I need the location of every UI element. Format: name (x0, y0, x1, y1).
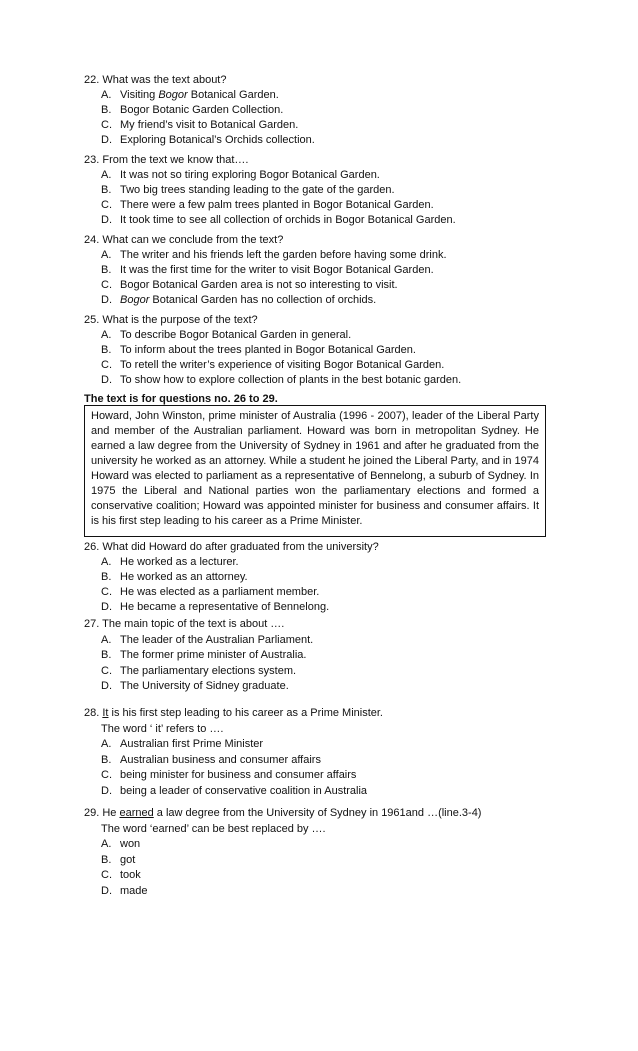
answer-option[interactable]: C. There were a few palm trees planted in Bogor Botanical Garden. (101, 199, 434, 211)
question-text: What was the text about? (102, 74, 227, 86)
question-26 (84, 540, 554, 615)
question-stem: 26. What did Howard do after graduated from the university? (84, 541, 379, 553)
answer-option[interactable]: D. It took time to see all collection of orchids in Bogor Botanical Garden. (101, 214, 456, 226)
answer-option[interactable]: C. The parliamentary elections system. (101, 664, 297, 677)
answer-option[interactable]: A. The leader of the Australian Parliament. (101, 633, 314, 646)
answer-option[interactable]: D. being a leader of conservative coalition in Australia (101, 784, 368, 797)
question-stem: 24. What can we conclude from the text? (84, 234, 284, 246)
question-stem: 28. It is his first step leading to his career as a Prime Minister. (84, 707, 383, 719)
answer-option[interactable]: D. To show how to explore collection of plants in the best botanic garden. (101, 374, 462, 386)
answer-option[interactable]: D. He became a representative of Bennelong. (101, 601, 330, 613)
answer-option[interactable]: D. Bogor Botanical Garden has no collection of orchids. (101, 294, 377, 306)
question-24 (84, 233, 554, 308)
question-25 (84, 313, 554, 388)
answer-option[interactable]: B. got (101, 853, 136, 866)
answer-option[interactable]: B. It was the first time for the writer to visit Bogor Botanical Garden. (101, 264, 434, 276)
question-28 (84, 706, 554, 799)
answer-option[interactable]: C. being minister for business and consumer affairs (101, 769, 357, 781)
question-29 (84, 806, 554, 899)
answer-options (84, 633, 554, 695)
answer-option[interactable]: B. The former prime minister of Australia. (101, 649, 307, 661)
answer-option[interactable]: D. made (101, 884, 148, 897)
underlined-word: earned (119, 807, 154, 819)
answer-option[interactable]: B. To inform about the trees planted in Bogor Botanical Garden. (101, 344, 416, 356)
answer-option[interactable]: A. He worked as a lecturer. (101, 556, 239, 568)
question-stem: 27. The main topic of the text is about …. (84, 618, 285, 630)
answer-option[interactable]: D. The University of Sidney graduate. (101, 680, 289, 692)
answer-option[interactable]: C. He was elected as a parliament member. (101, 586, 320, 598)
question-stem: 23. From the text we know that…. (84, 154, 249, 166)
answer-options (84, 555, 554, 615)
reading-passage: Howard, John Winston, prime minister of Australia (1996 - 2007), leader of the Liberal Party and member of the Australian parliament. Howard was born in metropolitan Sydney. He earned a law degree from the University of Sydney in 1961 and after he graduated from the university he worked as an attorney. While a student he joined the Liberal Party, and in 1974 Howard was elected to parliament as a representative of Bennelong, a suburb of Sydney. In 1975 the Liberal and National parties won the parliamentary elections and formed a conservative coalition; Howard was appointed minister for business and consumer affairs. It is his first step leading to his career as a Prime Minister. (84, 405, 546, 537)
question-22 (84, 73, 554, 148)
question-subtext: The word ‘earned’ can be best replaced by …. (101, 822, 326, 835)
answer-option[interactable]: A. Australian first Prime Minister (101, 738, 264, 750)
answer-options (84, 88, 554, 148)
answer-option[interactable]: C. To retell the writer’s experience of visiting Bogor Botanical Garden. (101, 359, 445, 371)
answer-options (84, 248, 554, 308)
answer-option[interactable]: A. Visiting Bogor Botanical Garden. (101, 89, 279, 101)
answer-option[interactable]: D. Exploring Botanical’s Orchids collection. (101, 134, 315, 146)
question-23 (84, 153, 554, 228)
answer-option[interactable]: B. Bogor Botanic Garden Collection. (101, 104, 284, 116)
question-stem (84, 73, 554, 88)
answer-option[interactable]: C. Bogor Botanical Garden area is not so interesting to visit. (101, 279, 398, 291)
question-number: 22. (84, 74, 100, 86)
answer-option[interactable]: B. Two big trees standing leading to the gate of the garden. (101, 184, 395, 196)
answer-option[interactable]: A. It was not so tiring exploring Bogor Botanical Garden. (101, 169, 380, 181)
underlined-word: It (102, 707, 109, 719)
answer-option[interactable]: A. The writer and his friends left the garden before having some drink. (101, 249, 447, 261)
answer-option[interactable]: C. My friend’s visit to Botanical Garden. (101, 119, 299, 131)
answer-options (84, 328, 554, 388)
answer-option[interactable]: B. Australian business and consumer affairs (101, 753, 321, 766)
question-stem: 29. He earned a law degree from the University of Sydney in 1961and …(line.3-4) (84, 807, 482, 819)
question-27 (84, 617, 554, 695)
question-stem: 25. What is the purpose of the text? (84, 314, 258, 326)
answer-options (84, 168, 554, 228)
answer-options (84, 837, 554, 899)
answer-option[interactable]: C. took (101, 869, 141, 881)
section-heading: The text is for questions no. 26 to 29. (84, 393, 278, 405)
question-subtext: The word ‘ it’ refers to …. (101, 722, 224, 735)
answer-option[interactable]: A. won (101, 838, 141, 850)
answer-options (84, 737, 554, 799)
answer-option[interactable]: A. To describe Bogor Botanical Garden in general. (101, 329, 352, 341)
answer-option[interactable]: B. He worked as an attorney. (101, 571, 248, 583)
